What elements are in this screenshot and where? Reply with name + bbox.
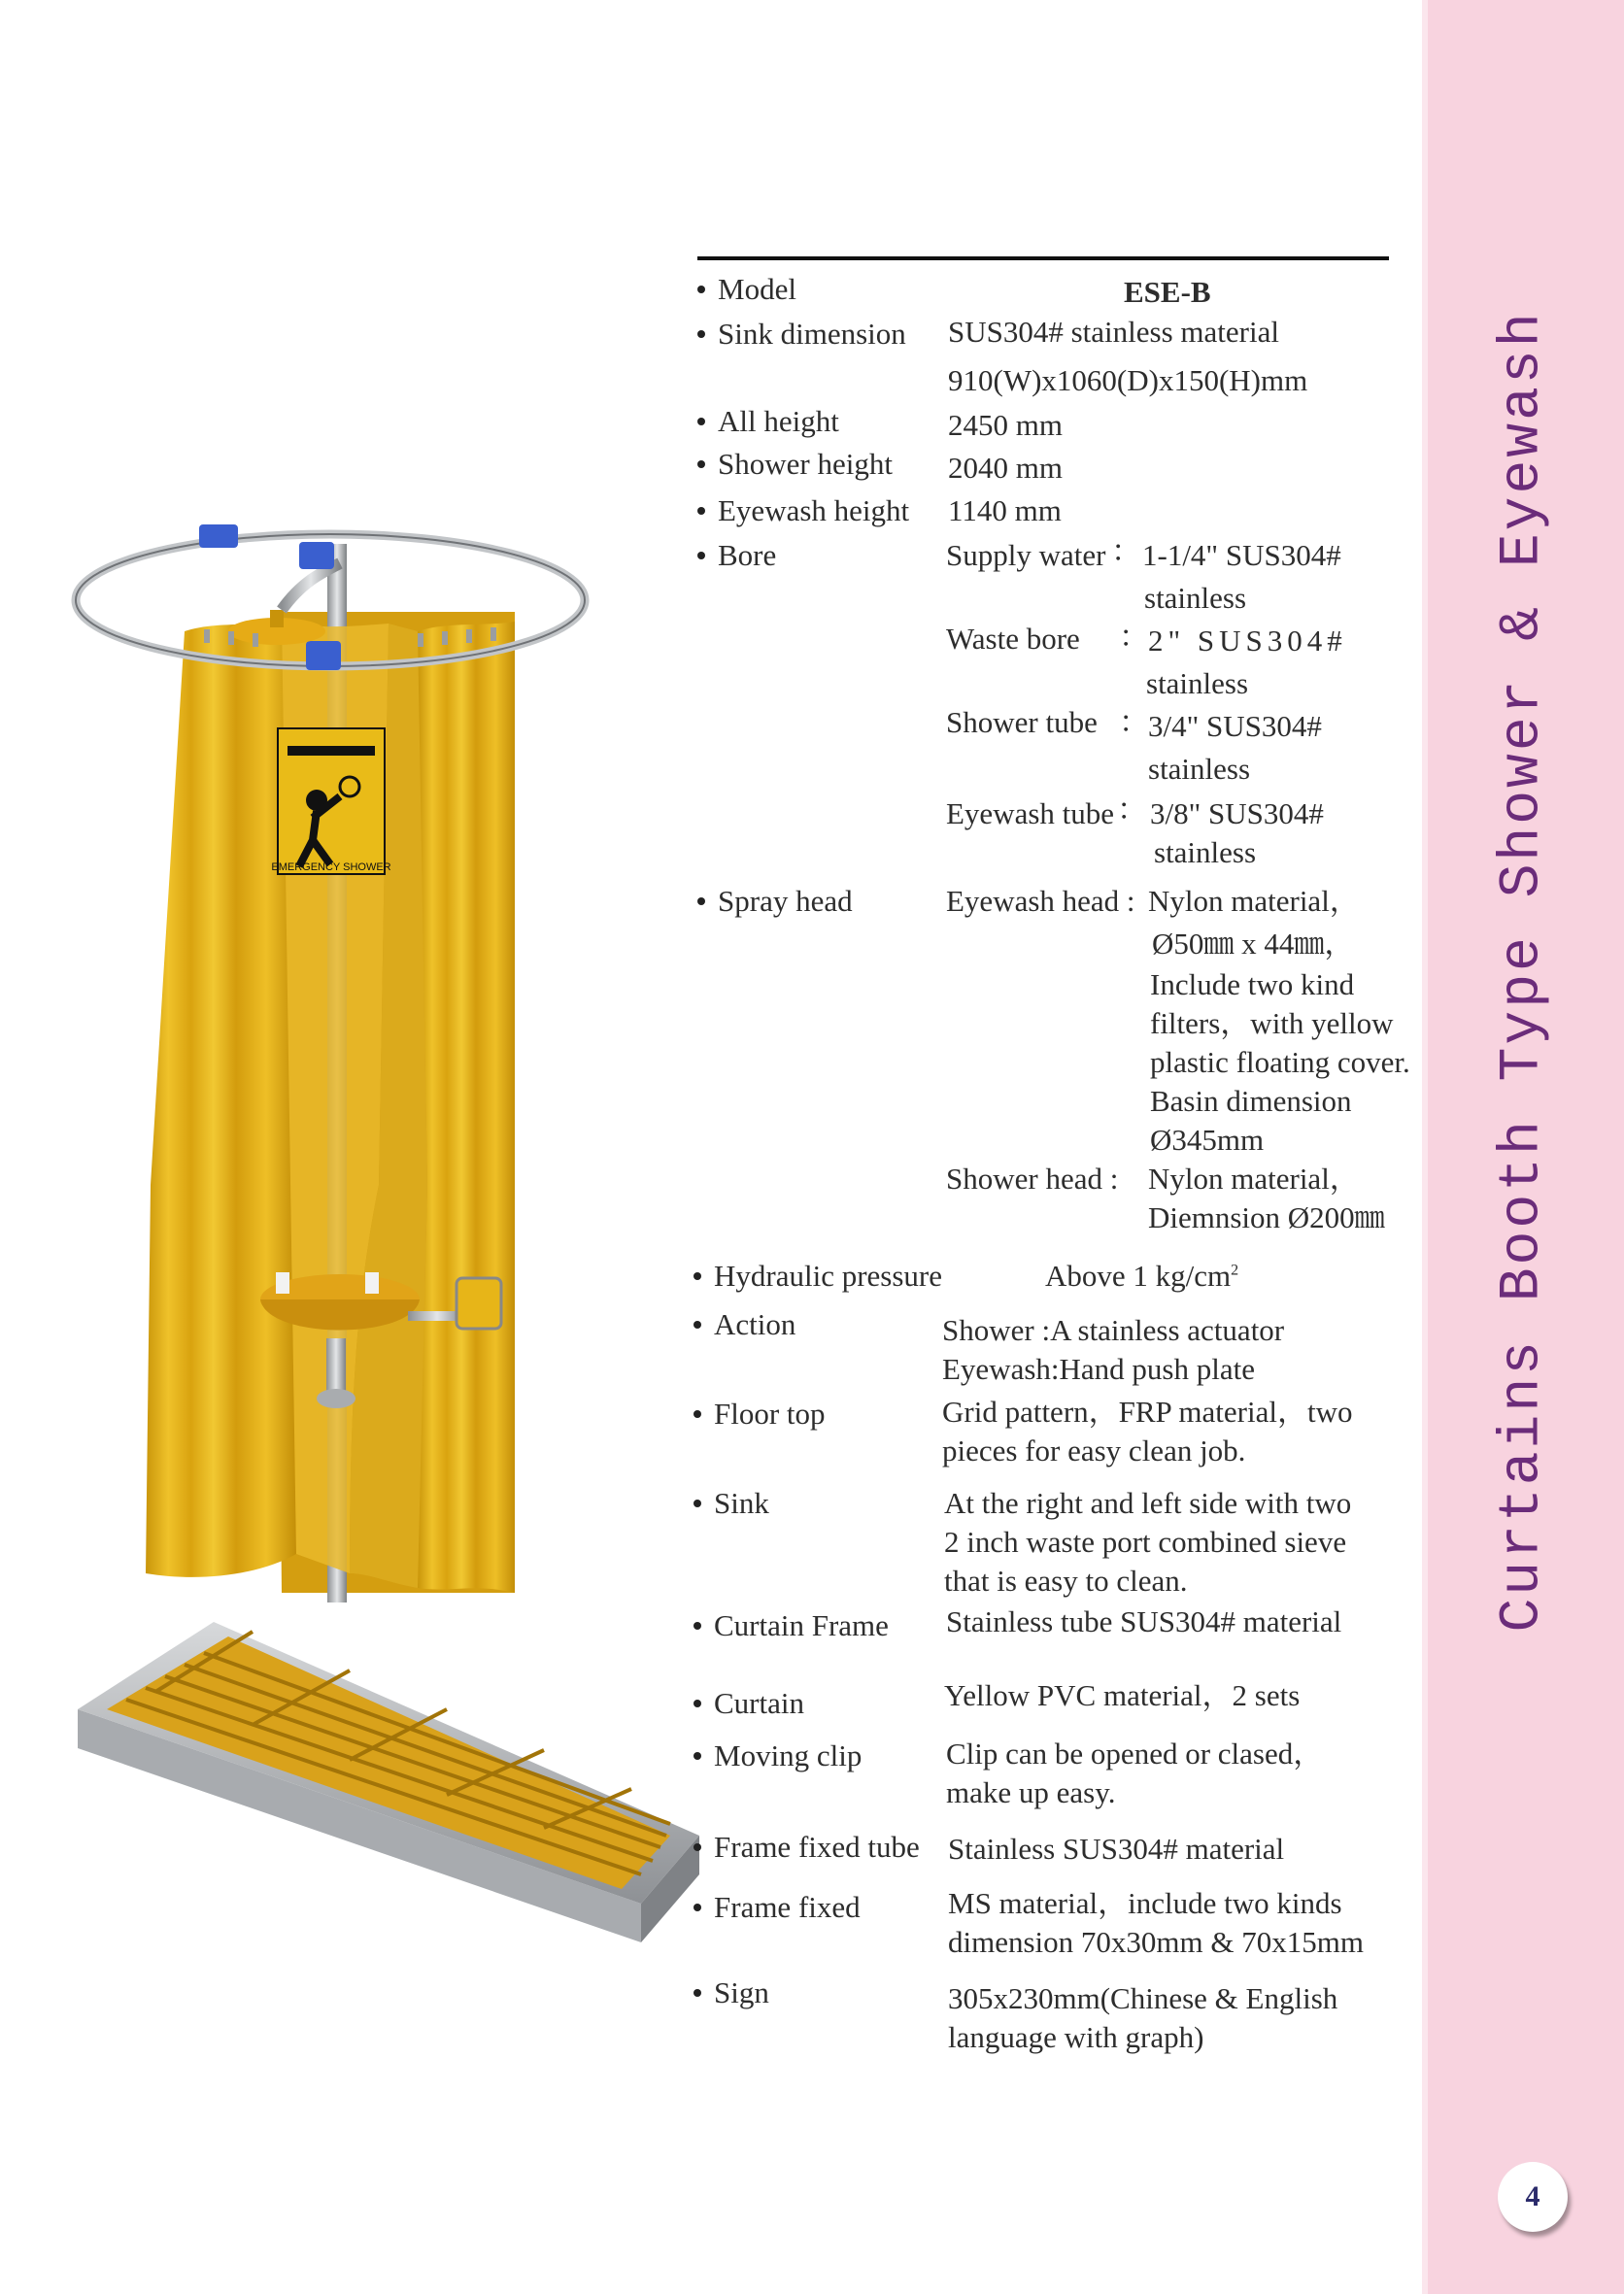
side-title: Curtains Booth Type Shower & Eyewash [1491, 310, 1555, 1633]
spec-label-shower-height: Shower height [697, 449, 893, 479]
bore-shower-tube-name: Shower tube [946, 705, 1098, 739]
spec-value-moving-clip-1: Clip can be opened or clased， [946, 1737, 1324, 1771]
spec-value-floor-top-1: Grid pattern，FRP material，two [942, 1395, 1353, 1429]
bore-eyewash-tube-value2: stainless [1154, 835, 1257, 869]
bore-shower-tube-value2: stainless [1148, 752, 1251, 786]
spec-value-sink-2: 2 inch waste port combined sieve [944, 1525, 1347, 1559]
spec-value-shower-height: 2040 mm [948, 451, 1063, 485]
eyewash-head-line: plastic floating cover. [1150, 1045, 1410, 1079]
bore-supply-water-sep: ： [1111, 534, 1141, 568]
spec-value-model: ESE-B [1124, 275, 1211, 309]
spec-label-frame-fixed-tube: Frame fixed tube [694, 1832, 920, 1862]
bore-eyewash-tube-sep: ： [1117, 793, 1147, 827]
spec-value-frame-fixed-tube: Stainless SUS304# material [948, 1832, 1285, 1866]
page-number: 4 [1498, 2162, 1568, 2232]
spec-value-hydraulic-pressure [1045, 1261, 1238, 1291]
bore-waste-value: 2" SUS304# [1148, 624, 1347, 658]
bore-eyewash-tube-name: Eyewash tube [946, 796, 1115, 830]
spec-label-spray-head: Spray head [697, 886, 853, 916]
spec-value-moving-clip-2: make up easy. [946, 1775, 1116, 1809]
spec-label-frame-fixed: Frame fixed [694, 1892, 861, 1922]
spec-label-action: Action [694, 1309, 795, 1339]
spec-value-eyewash-height: 1140 mm [948, 493, 1062, 527]
bore-shower-tube-sep: ： [1119, 705, 1149, 739]
eyewash-head-line: Ø50㎜ x 44㎜， [1152, 927, 1355, 961]
spec-label-hydraulic-pressure: Hydraulic pressure [694, 1261, 942, 1291]
spec-label-all-height: All height [697, 406, 839, 436]
spec-value-curtain-frame: Stainless tube SUS304# material [946, 1604, 1342, 1638]
spec-label-bore: Bore [697, 540, 776, 570]
eyewash-head-line: filters，with yellow [1150, 1006, 1394, 1040]
curtain-right [418, 622, 515, 1593]
spec-label-eyewash-height: Eyewash height [697, 495, 909, 525]
spec-label-floor-top: Floor top [694, 1399, 826, 1429]
eyewash-head-line: Basin dimension [1150, 1084, 1352, 1118]
spec-value-sink-1: At the right and left side with two [944, 1486, 1352, 1520]
bore-supply-water-value: 1-1/4" SUS304# [1142, 538, 1341, 572]
base-tray [78, 1622, 699, 1942]
spec-label-curtain-frame: Curtain Frame [694, 1610, 889, 1640]
eyewash-head-line: Nylon material， [1148, 884, 1360, 918]
spec-label-moving-clip: Moving clip [694, 1740, 862, 1771]
shower-head-name: Shower head : [946, 1162, 1119, 1196]
spec-value-frame-fixed-1: MS material，include two kinds [948, 1886, 1342, 1920]
spec-value-action-2: Eyewash:Hand push plate [942, 1352, 1255, 1386]
bore-waste-sep: ： [1119, 620, 1149, 654]
top-rule [697, 256, 1389, 260]
spec-value-sink-dimension-1: SUS304# stainless material [948, 315, 1279, 349]
bore-eyewash-tube-value: 3/8" SUS304# [1150, 796, 1324, 830]
spec-value-action-1: Shower :A stainless actuator [942, 1313, 1285, 1347]
bore-waste-value2: stainless [1146, 666, 1249, 700]
spec-value-sink-dimension-2: 910(W)x1060(D)x150(H)mm [948, 363, 1308, 397]
bore-supply-water-value2: stainless [1144, 581, 1247, 615]
spec-value-all-height: 2450 mm [948, 408, 1063, 442]
product-photo [58, 505, 699, 1952]
spec-value-sign-2: language with graph) [948, 2020, 1204, 2054]
shower-head-line: Diemnsion Ø200㎜ [1148, 1200, 1385, 1234]
spec-label-sink-dimension: Sink dimension [697, 319, 906, 349]
curtain-left [146, 622, 296, 1577]
emergency-sign [271, 728, 390, 874]
spec-label-sign: Sign [694, 1977, 769, 2007]
spec-label-curtain: Curtain [694, 1688, 804, 1718]
spec-value-floor-top-2: pieces for easy clean job. [942, 1434, 1246, 1467]
hydraulic-pressure-value: Above 1 kg/cm [1045, 1259, 1232, 1293]
bore-supply-water-name: Supply water [946, 538, 1106, 572]
spec-value-sign-1: 305x230mm(Chinese & English [948, 1981, 1338, 2015]
hydraulic-pressure-sup: 2 [1231, 1262, 1239, 1279]
spec-label-model: Model [697, 274, 796, 304]
bore-shower-tube-value: 3/4" SUS304# [1148, 709, 1322, 743]
svg-text:EMERGENCY SHOWER: EMERGENCY SHOWER [271, 861, 391, 873]
eyewash-head-line: Ø345mm [1150, 1123, 1265, 1157]
eyewash-head-name: Eyewash head : [946, 884, 1135, 918]
spec-value-sink-3: that is easy to clean. [944, 1564, 1188, 1598]
eyewash-head-line: Include two kind [1150, 967, 1355, 1001]
spec-value-curtain: Yellow PVC material，2 sets [944, 1678, 1301, 1712]
spec-value-frame-fixed-2: dimension 70x30mm & 70x15mm [948, 1925, 1364, 1959]
bore-waste-name: Waste bore [946, 622, 1080, 656]
shower-head-line: Nylon material， [1148, 1162, 1360, 1196]
spec-label-sink: Sink [694, 1488, 769, 1518]
